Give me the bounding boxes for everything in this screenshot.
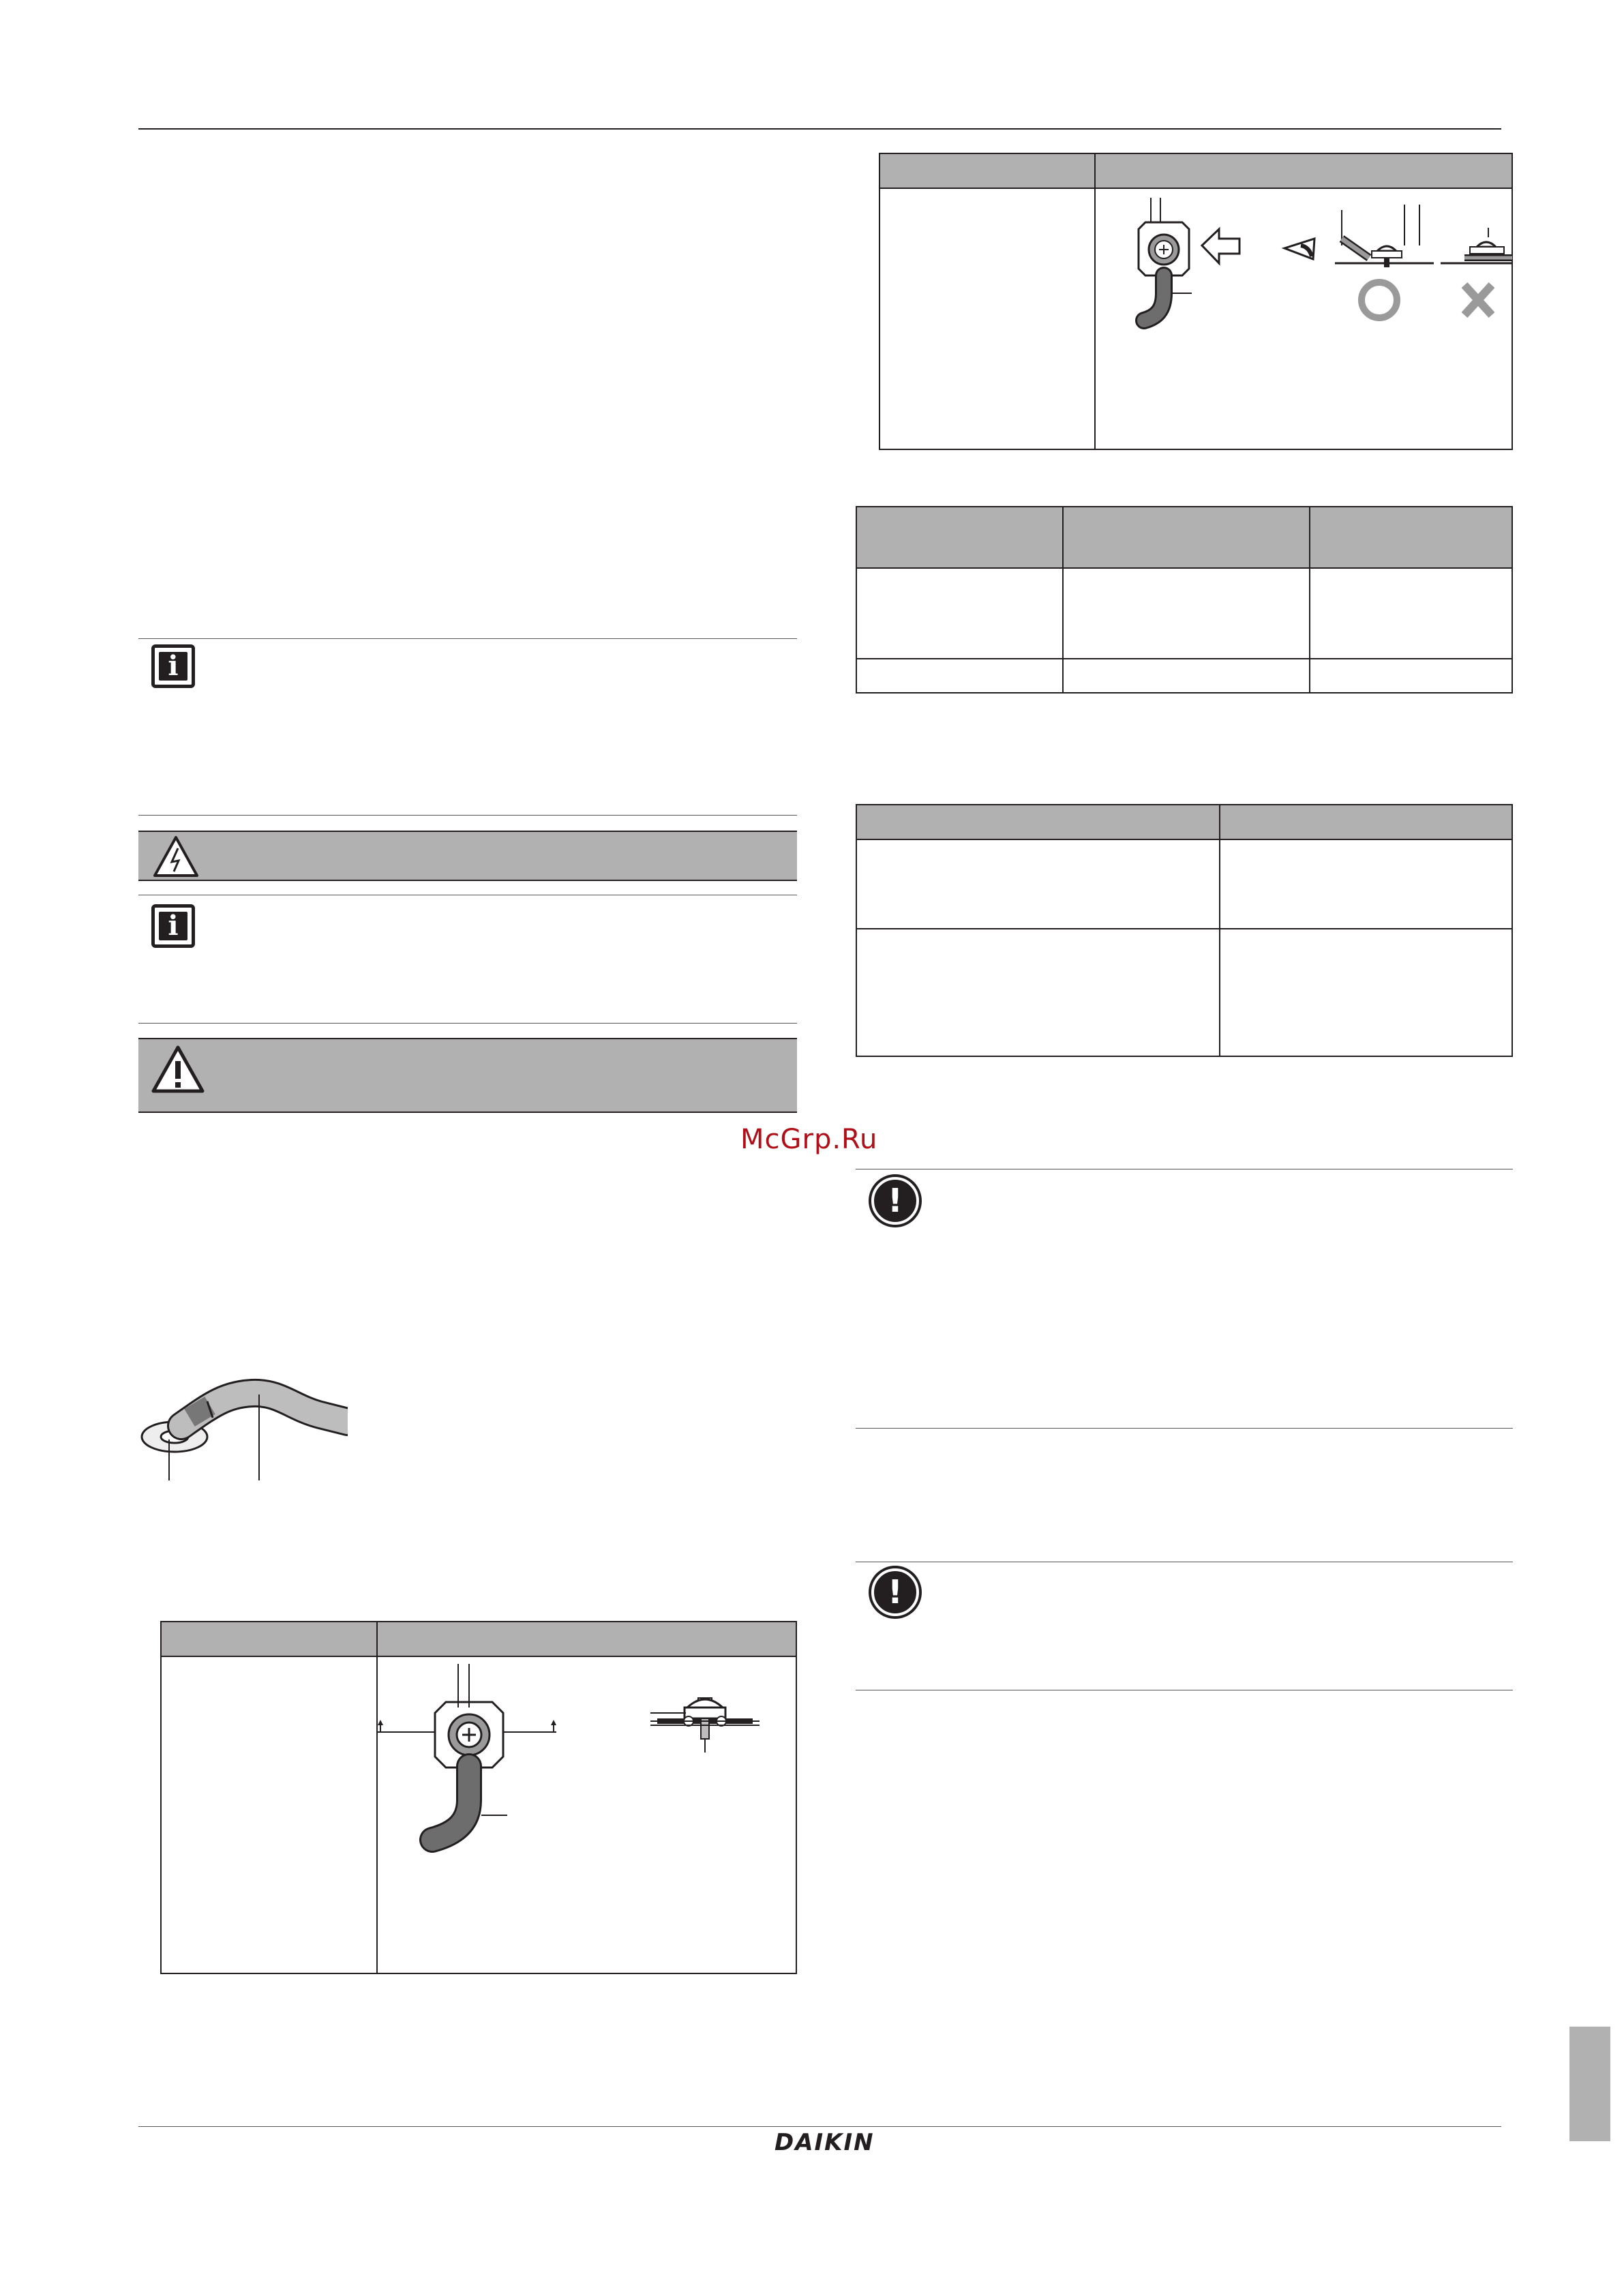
torque-table-divider-2	[1309, 507, 1310, 692]
terminal-table-left-header	[162, 1622, 796, 1657]
language-side-tab	[1569, 2027, 1610, 2141]
info-block-1-top-rule	[138, 638, 797, 639]
specification-table-divider	[1219, 805, 1220, 1056]
torque-table-divider-1	[1062, 507, 1064, 692]
warning-banner	[138, 1038, 797, 1113]
specification-table	[856, 804, 1513, 1057]
header-rule	[138, 128, 1501, 130]
note-block-1-bottom-rule	[856, 1428, 1513, 1429]
warning-triangle-icon	[151, 1045, 205, 1094]
info-block-2-bottom-rule	[138, 1023, 797, 1024]
terminal-correct-incorrect-diagram	[1096, 198, 1512, 334]
info-icon: i	[151, 644, 195, 688]
specification-table-header	[857, 805, 1512, 840]
footer-rule	[138, 2126, 1501, 2127]
info-block-1-bottom-rule	[138, 815, 797, 816]
brand-logo: DAIKIN	[775, 2129, 875, 2156]
ring-terminal-illustration	[116, 1367, 348, 1483]
watermark-text: McGrp.Ru	[740, 1124, 878, 1155]
exclamation-icon: !	[871, 1177, 919, 1225]
electrical-warning-banner	[138, 831, 797, 881]
info-icon: i	[151, 904, 195, 948]
specification-table-row-rule	[857, 928, 1512, 929]
exclamation-icon: !	[871, 1568, 919, 1616]
terminal-table-right-header	[880, 154, 1512, 189]
terminal-table-right-divider	[1094, 154, 1096, 449]
torque-table-header	[857, 507, 1512, 569]
torque-table-row-rule	[857, 658, 1512, 659]
electrical-hazard-icon	[152, 835, 200, 878]
terminal-screw-diagram	[378, 1664, 787, 1875]
